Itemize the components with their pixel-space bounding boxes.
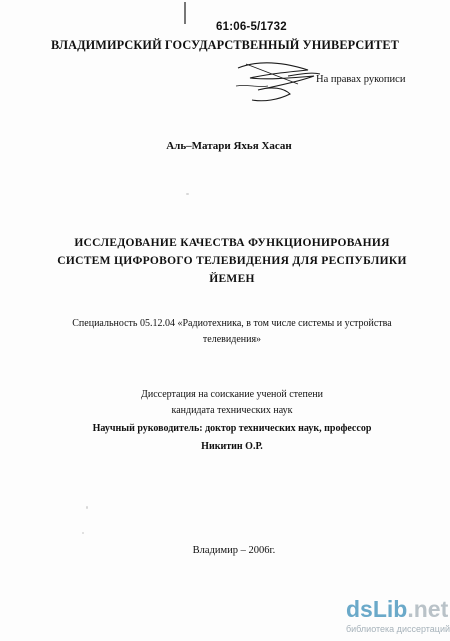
- watermark-brand: [346, 596, 448, 623]
- scan-mark: [184, 2, 186, 24]
- university-name: ВЛАДИМИРСКИЙ ГОСУДАРСТВЕННЫЙ УНИВЕРСИТЕТ: [51, 38, 399, 52]
- dissertation-title-line: ЙЕМЕН: [209, 273, 255, 285]
- author-name: Аль–Матари Яхья Хасан: [166, 140, 292, 152]
- specialty-line: Специальность 05.12.04 «Радиотехника, в том числе системы и устройства: [72, 318, 392, 329]
- library-stamp-code: 61:06-5/1732: [216, 21, 287, 33]
- signature-scribble: [228, 56, 323, 108]
- watermark-logo: [346, 592, 450, 641]
- city-year: Владимир – 2006г.: [192, 545, 276, 556]
- watermark-subtitle: библиотека диссертаций: [346, 624, 450, 634]
- supervisor-name: Никитин О.Р.: [201, 441, 263, 452]
- scan-speck: [86, 506, 88, 509]
- scan-speck: [186, 193, 189, 195]
- degree-line: Диссертация на соискание ученой степени: [141, 389, 323, 400]
- supervisor-line: Научный руководитель: доктор технических наук, профессор: [92, 423, 372, 434]
- scan-speck: [82, 532, 84, 534]
- dissertation-title-line: СИСТЕМ ЦИФРОВОГО ТЕЛЕВИДЕНИЯ ДЛЯ РЕСПУБЛИКИ: [57, 255, 407, 267]
- watermark-brand-tail: .net: [407, 596, 449, 622]
- rights-note: На правах рукописи: [316, 74, 406, 85]
- watermark-brand-main: dsLib: [346, 596, 408, 622]
- degree-line: кандидата технических наук: [171, 405, 293, 416]
- dissertation-title-line: ИССЛЕДОВАНИЕ КАЧЕСТВА ФУНКЦИОНИРОВАНИЯ: [74, 237, 390, 249]
- specialty-line: телевидения»: [202, 334, 262, 345]
